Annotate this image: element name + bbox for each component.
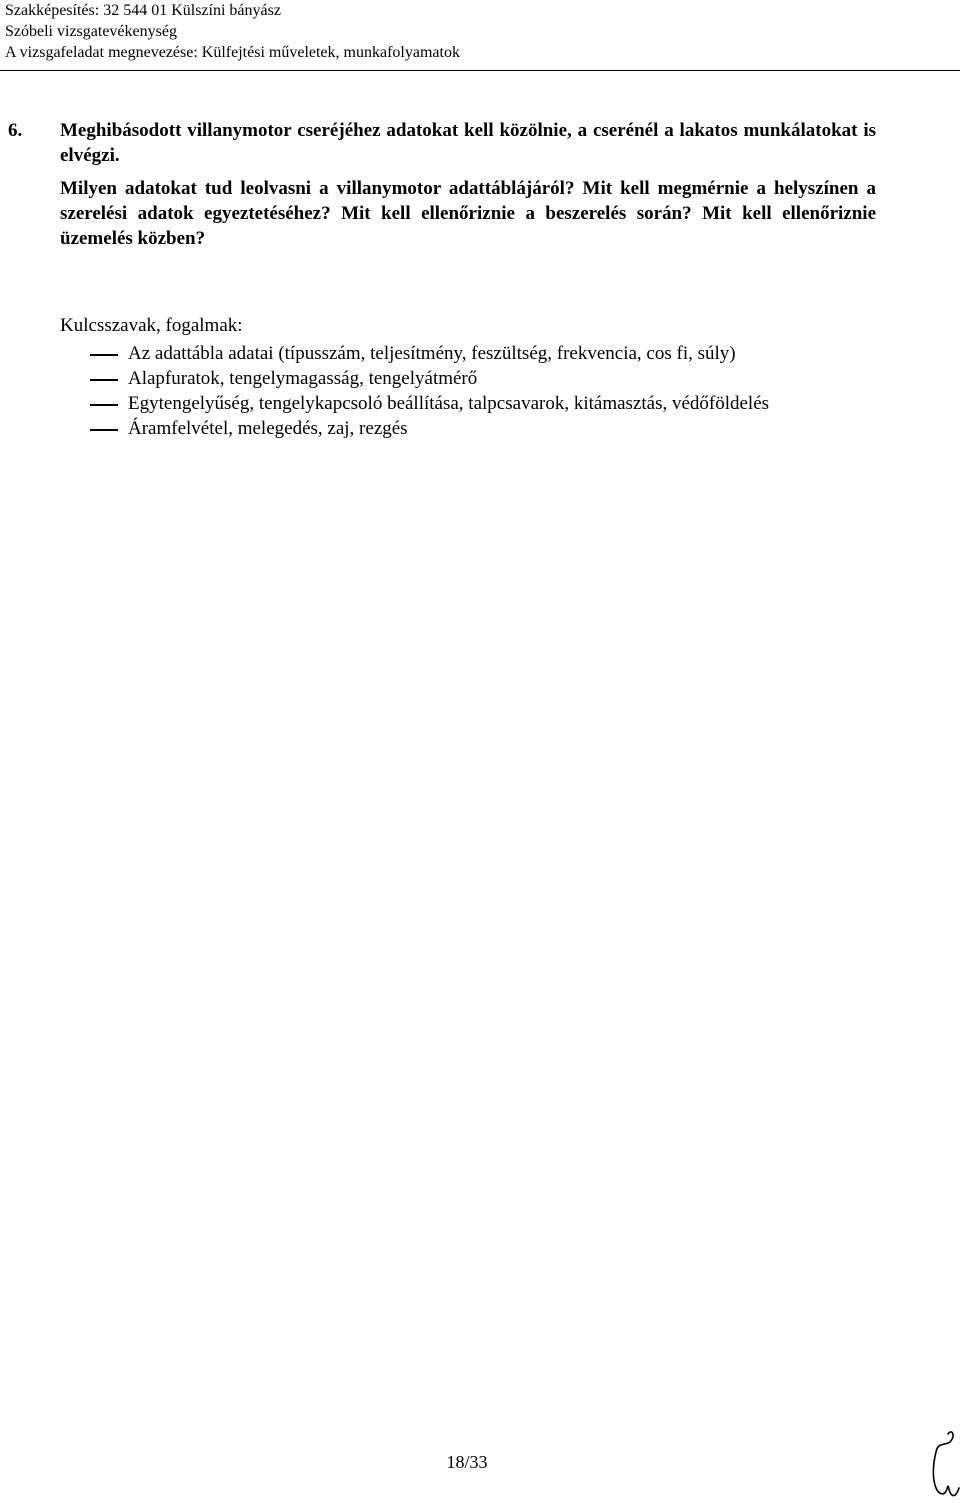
keywords-title: Kulcsszavak, fogalmak: [60, 315, 243, 336]
dash-bullet-icon [60, 391, 128, 416]
question-number: 6. [8, 120, 23, 141]
signature-icon [918, 1420, 960, 1500]
list-item [60, 391, 876, 416]
header-task-name: A vizsgafeladat megnevezése: Külfejtési műveletek, munkafolyamatok [5, 44, 460, 61]
keywords-section [60, 313, 876, 441]
page-number: 18/33 [446, 1452, 488, 1472]
list-item [60, 341, 876, 366]
question-body [60, 118, 876, 251]
keyword-text: Az adattábla adatai (típusszám, teljesítmény, feszültség, frekvencia, cos fi, súly) [128, 343, 736, 364]
keyword-text: Alapfuratok, tengelymagasság, tengelyátmérő [128, 368, 478, 389]
keywords-list [60, 341, 876, 441]
question-block [8, 118, 876, 251]
list-item [60, 366, 876, 391]
header-divider [0, 70, 960, 71]
keyword-text: Egytengelyűség, tengelykapcsoló beállítása, talpcsavarok, kitámasztás, védőföldelés [128, 393, 770, 414]
header-qualification: Szakképesítés: 32 544 01 Külszíni bányász [5, 2, 281, 19]
header-exam-type: Szóbeli vizsgatevékenység [5, 23, 177, 40]
page-header [5, 0, 945, 63]
dash-bullet-icon [60, 416, 128, 441]
question-paragraph-2: Milyen adatokat tud leolvasni a villanymotor adattáblájáról? Mit kell megmérnie a helyszínen a szerelési adatok egyeztetéséhez? Mit kell ellenőriznie a beszerelés során? Mit kell ellenőriznie üzemelés közben? [60, 178, 876, 249]
list-item [60, 416, 876, 441]
question-paragraph-1: Meghibásodott villanymotor cseréjéhez adatokat kell közölnie, a cserénél a lakatos munkálatokat is elvégzi. [60, 120, 876, 166]
dash-bullet-icon [60, 366, 128, 391]
page-footer [0, 1451, 960, 1473]
dash-bullet-icon [60, 341, 128, 366]
keyword-text: Áramfelvétel, melegedés, zaj, rezgés [128, 418, 408, 439]
